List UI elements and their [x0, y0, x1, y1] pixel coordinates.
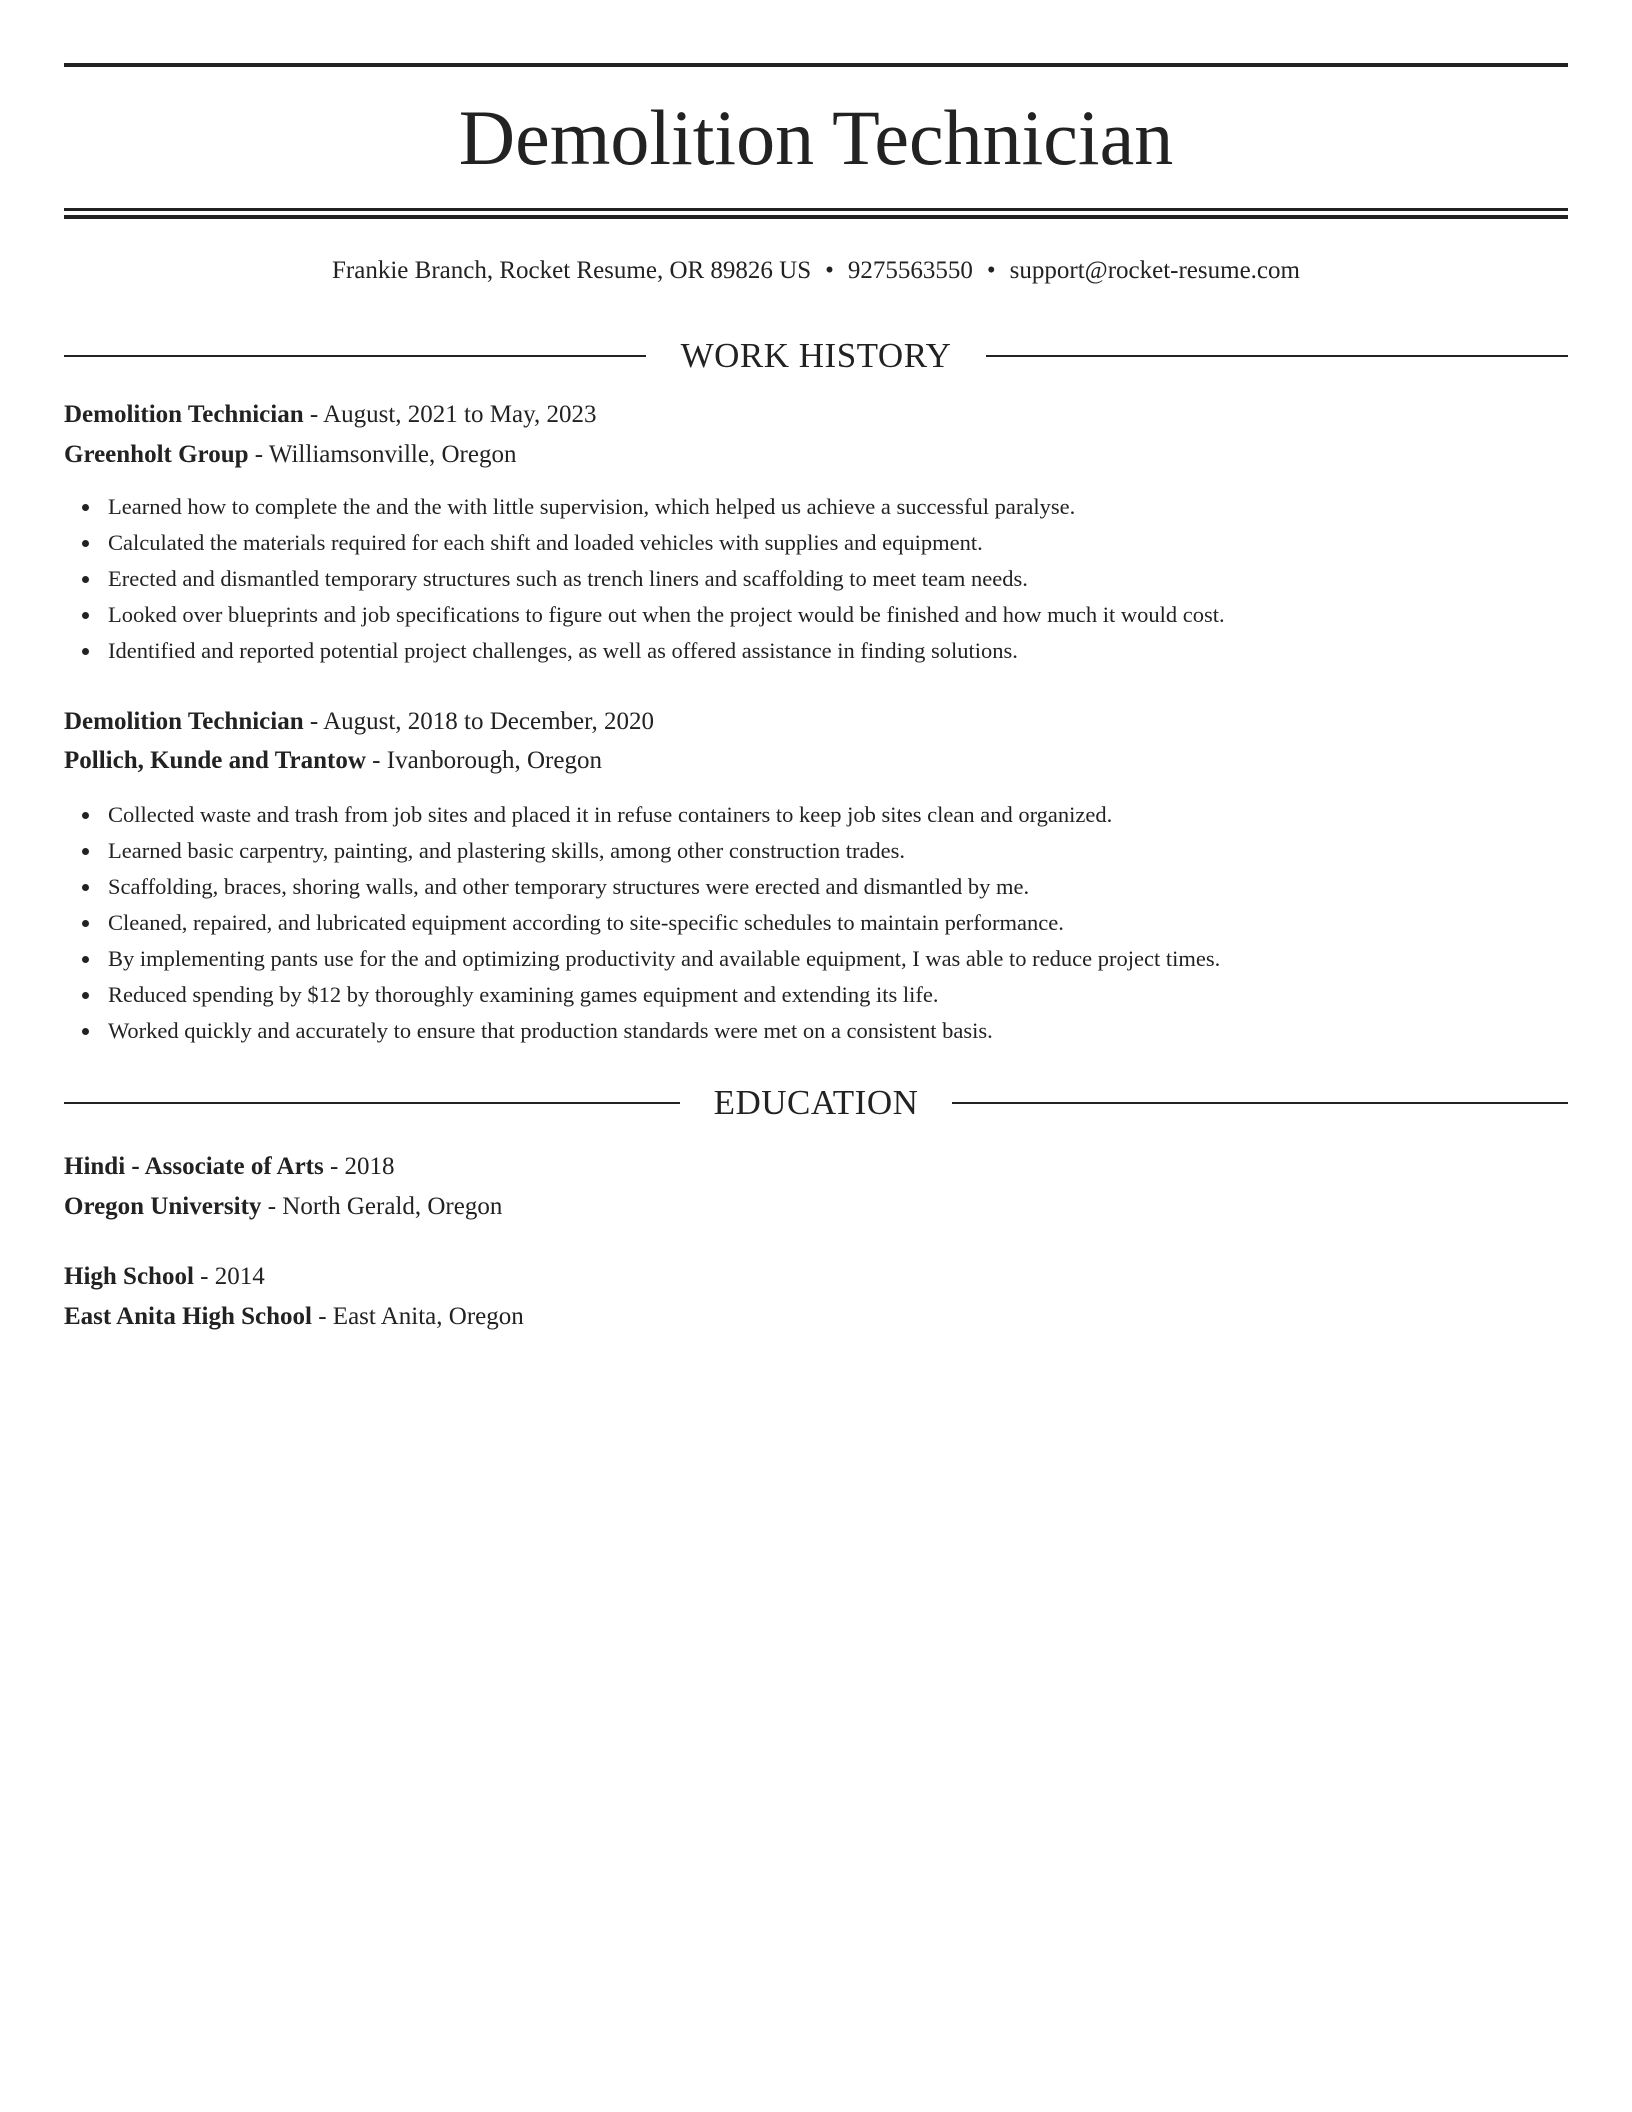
list-item: Scaffolding, braces, shoring walls, and other temporary structures were erected and dismantled by me. [108, 869, 1612, 905]
list-item: Learned basic carpentry, painting, and plastering skills, among other construction trades. [108, 833, 1612, 869]
work-history-heading [64, 334, 1568, 378]
section-title: EDUCATION [713, 1083, 919, 1122]
job-company: Greenholt Group [64, 441, 249, 468]
list-item: Worked quickly and accurately to ensure that production standards were met on a consistent basis. [108, 1013, 1612, 1049]
title-double-rule [64, 208, 1568, 219]
job-bullet-list [64, 489, 1612, 669]
job-location: - Williamsonville, Oregon [248, 441, 517, 468]
contact-separator: • [825, 257, 834, 284]
degree-line [64, 1259, 1568, 1295]
job-bullet-list [64, 797, 1612, 1049]
contact-separator: • [986, 257, 996, 284]
list-item: Calculated the materials required for each shift and loaded vehicles with supplies and equipment. [108, 525, 1612, 561]
list-item: Cleaned, repaired, and lubricated equipment according to site-specific schedules to maintain performance. [108, 905, 1612, 941]
top-rule [64, 63, 1568, 67]
job-dates: - August, 2018 to December, 2020 [303, 708, 654, 735]
school-line [64, 1299, 1568, 1335]
degree: Hindi - Associate of Arts [64, 1153, 324, 1180]
list-item: Collected waste and trash from job sites and placed it in refuse containers to keep job sites clean and organized. [108, 797, 1612, 833]
list-item: Learned how to complete the and the with little supervision, which helped us achieve a successful paralyse. [108, 489, 1612, 525]
list-item: Identified and reported potential project challenges, as well as offered assistance in finding solutions. [108, 633, 1612, 669]
section-rule-right [986, 355, 1568, 357]
school-location: - North Gerald, Oregon [261, 1193, 503, 1220]
contact-line [64, 253, 1568, 289]
school-location: - East Anita, Oregon [311, 1303, 524, 1330]
school: Oregon University [64, 1193, 262, 1220]
contact-phone: 9275563550 [847, 257, 973, 284]
school: East Anita High School [64, 1303, 312, 1330]
degree-year: - 2014 [193, 1263, 265, 1290]
education-heading [64, 1081, 1568, 1125]
job-title-line [64, 397, 1568, 433]
section-rule-right [952, 1102, 1568, 1104]
job-title: Demolition Technician [64, 401, 304, 428]
job-title-line [64, 704, 1568, 740]
list-item: Erected and dismantled temporary structures such as trench liners and scaffolding to meet team needs. [108, 561, 1612, 597]
list-item: Reduced spending by $12 by thoroughly examining games equipment and extending its life. [108, 977, 1612, 1013]
section-title: WORK HISTORY [680, 336, 952, 375]
page-title: Demolition Technician [458, 94, 1174, 181]
job-company-line [64, 437, 1568, 473]
job-dates: - August, 2021 to May, 2023 [303, 401, 597, 428]
contact-address: Frankie Branch, Rocket Resume, OR 89826 US [332, 257, 812, 284]
contact-email: support@rocket-resume.com [1009, 257, 1300, 284]
school-line [64, 1189, 1568, 1225]
degree-year: - 2018 [323, 1153, 395, 1180]
job-company-line [64, 743, 1568, 779]
job-company: Pollich, Kunde and Trantow [64, 747, 366, 774]
degree-line [64, 1149, 1568, 1185]
job-location: - Ivanborough, Oregon [365, 747, 602, 774]
list-item: Looked over blueprints and job specifications to figure out when the project would be finished and how much it would cost. [108, 597, 1612, 633]
degree: High School [64, 1263, 194, 1290]
job-title: Demolition Technician [64, 708, 304, 735]
list-item: By implementing pants use for the and optimizing productivity and available equipment, I was able to reduce project times. [108, 941, 1612, 977]
